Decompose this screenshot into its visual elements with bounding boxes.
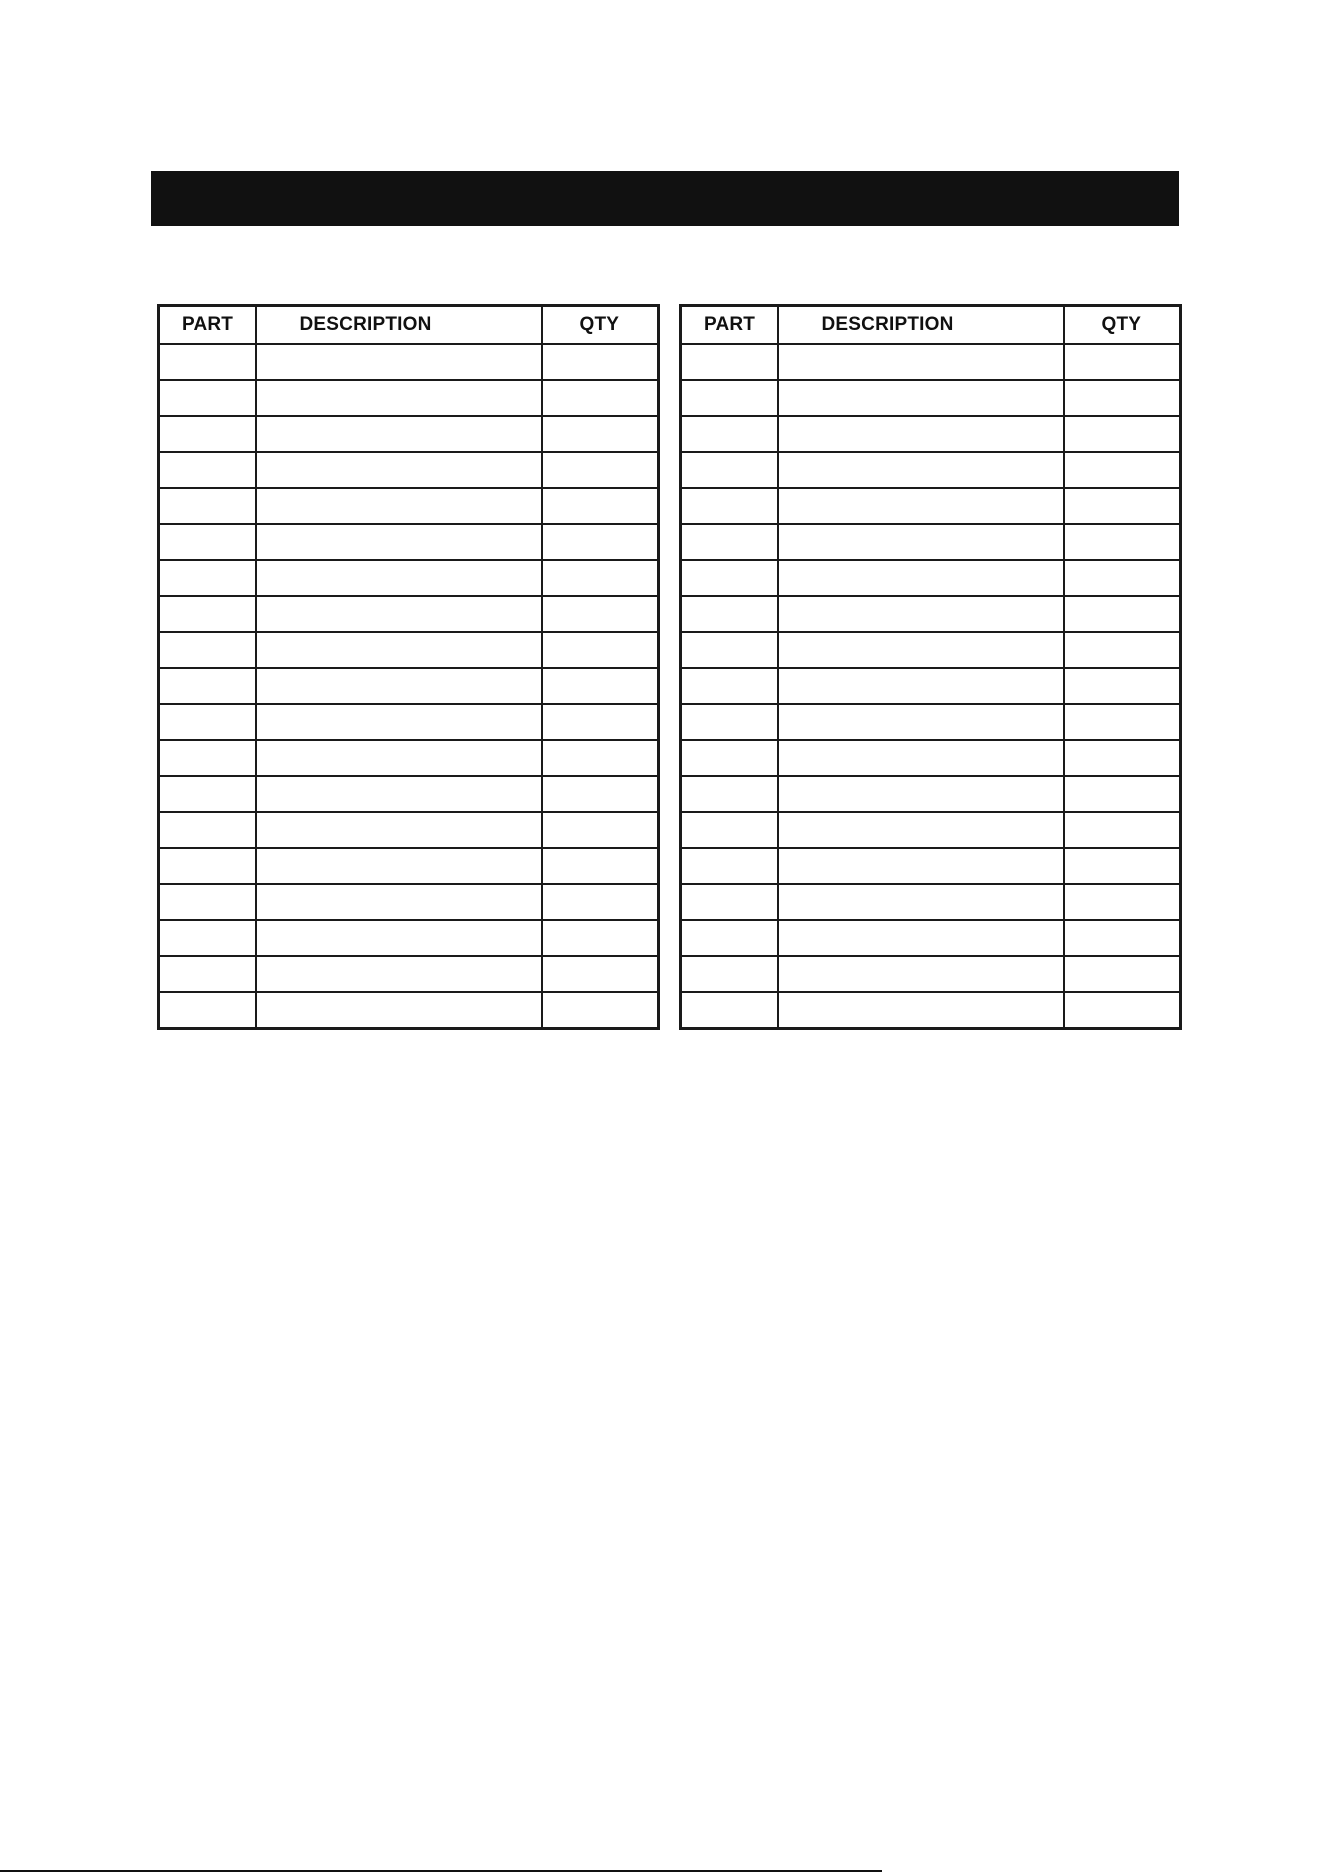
column-header-qty: QTY <box>1064 306 1181 345</box>
table-row <box>159 668 659 704</box>
part-cell <box>681 488 778 524</box>
qty-cell <box>542 632 659 668</box>
qty-cell <box>1064 380 1181 416</box>
description-cell <box>256 956 542 992</box>
column-header-description: DESCRIPTION <box>256 306 542 345</box>
qty-cell <box>1064 452 1181 488</box>
table-row <box>159 344 659 380</box>
part-cell <box>681 380 778 416</box>
description-cell <box>778 776 1064 812</box>
part-cell <box>681 776 778 812</box>
qty-cell <box>542 704 659 740</box>
table-row <box>681 380 1181 416</box>
qty-cell <box>1064 632 1181 668</box>
table-row <box>681 956 1181 992</box>
part-cell <box>159 776 256 812</box>
part-cell <box>681 344 778 380</box>
table-row <box>681 920 1181 956</box>
part-cell <box>159 596 256 632</box>
table-row <box>159 524 659 560</box>
description-cell <box>778 488 1064 524</box>
description-cell <box>778 704 1064 740</box>
description-cell <box>778 920 1064 956</box>
parts-table-right <box>679 304 1182 1030</box>
description-cell <box>256 992 542 1029</box>
part-cell <box>159 488 256 524</box>
description-cell <box>256 560 542 596</box>
qty-cell <box>1064 668 1181 704</box>
table-row <box>159 884 659 920</box>
part-cell <box>159 956 256 992</box>
table-row <box>159 740 659 776</box>
qty-cell <box>542 344 659 380</box>
qty-cell <box>542 380 659 416</box>
description-cell <box>256 704 542 740</box>
table-row <box>159 776 659 812</box>
part-cell <box>681 956 778 992</box>
table-row <box>681 524 1181 560</box>
part-cell <box>159 452 256 488</box>
qty-cell <box>542 596 659 632</box>
qty-cell <box>1064 740 1181 776</box>
description-cell <box>256 524 542 560</box>
description-cell <box>256 380 542 416</box>
part-cell <box>681 920 778 956</box>
description-cell <box>778 992 1064 1029</box>
description-cell <box>778 884 1064 920</box>
description-cell <box>256 668 542 704</box>
qty-cell <box>1064 524 1181 560</box>
qty-cell <box>1064 884 1181 920</box>
description-cell <box>778 452 1064 488</box>
table-row <box>681 488 1181 524</box>
table-row <box>159 956 659 992</box>
part-cell <box>681 740 778 776</box>
description-cell <box>256 740 542 776</box>
part-cell <box>159 920 256 956</box>
qty-cell <box>542 416 659 452</box>
description-cell <box>256 920 542 956</box>
column-header-qty: QTY <box>542 306 659 345</box>
table-row <box>159 452 659 488</box>
table-row <box>159 488 659 524</box>
part-cell <box>159 416 256 452</box>
table-row <box>681 884 1181 920</box>
part-cell <box>159 848 256 884</box>
table-row <box>681 632 1181 668</box>
qty-cell <box>542 812 659 848</box>
part-cell <box>681 596 778 632</box>
description-cell <box>778 416 1064 452</box>
description-cell <box>256 884 542 920</box>
table-header-row <box>681 306 1181 345</box>
description-cell <box>778 740 1064 776</box>
part-cell <box>681 704 778 740</box>
qty-cell <box>1064 704 1181 740</box>
table-row <box>159 920 659 956</box>
part-cell <box>681 812 778 848</box>
description-cell <box>778 560 1064 596</box>
table-row <box>159 560 659 596</box>
table-row <box>681 812 1181 848</box>
description-cell <box>778 812 1064 848</box>
qty-cell <box>542 452 659 488</box>
description-cell <box>256 416 542 452</box>
table-row <box>159 812 659 848</box>
table-body <box>681 344 1181 1029</box>
qty-cell <box>542 560 659 596</box>
table-header-row <box>159 306 659 345</box>
part-cell <box>159 632 256 668</box>
qty-cell <box>1064 920 1181 956</box>
qty-cell <box>1064 596 1181 632</box>
description-cell <box>778 956 1064 992</box>
part-cell <box>681 884 778 920</box>
qty-cell <box>542 884 659 920</box>
table-row <box>681 416 1181 452</box>
part-cell <box>159 812 256 848</box>
table-body <box>159 344 659 1029</box>
table-row <box>681 848 1181 884</box>
part-cell <box>681 452 778 488</box>
description-cell <box>778 524 1064 560</box>
part-cell <box>681 524 778 560</box>
table-row <box>681 776 1181 812</box>
qty-cell <box>1064 848 1181 884</box>
description-cell <box>256 812 542 848</box>
table-row <box>159 704 659 740</box>
part-cell <box>159 524 256 560</box>
column-header-part: PART <box>159 306 256 345</box>
part-cell <box>159 344 256 380</box>
qty-cell <box>1064 560 1181 596</box>
qty-cell <box>542 740 659 776</box>
description-cell <box>256 344 542 380</box>
qty-cell <box>1064 776 1181 812</box>
qty-cell <box>542 776 659 812</box>
description-cell <box>256 452 542 488</box>
qty-cell <box>1064 416 1181 452</box>
part-cell <box>681 560 778 596</box>
part-cell <box>159 560 256 596</box>
table-row <box>159 632 659 668</box>
parts-table-left <box>157 304 660 1030</box>
part-cell <box>681 668 778 704</box>
qty-cell <box>542 992 659 1029</box>
qty-cell <box>1064 344 1181 380</box>
part-cell <box>159 380 256 416</box>
table-row <box>681 740 1181 776</box>
table-row <box>681 560 1181 596</box>
table-row <box>159 992 659 1029</box>
description-cell <box>256 596 542 632</box>
part-cell <box>159 704 256 740</box>
table-row <box>681 596 1181 632</box>
qty-cell <box>542 488 659 524</box>
table-row <box>159 416 659 452</box>
part-cell <box>159 740 256 776</box>
part-cell <box>159 884 256 920</box>
description-cell <box>778 596 1064 632</box>
table-row <box>681 704 1181 740</box>
table-row <box>159 596 659 632</box>
qty-cell <box>1064 488 1181 524</box>
description-cell <box>778 632 1064 668</box>
part-cell <box>681 632 778 668</box>
table-row <box>681 992 1181 1029</box>
part-cell <box>681 848 778 884</box>
description-cell <box>256 632 542 668</box>
qty-cell <box>542 956 659 992</box>
column-header-part: PART <box>681 306 778 345</box>
description-cell <box>778 848 1064 884</box>
description-cell <box>256 848 542 884</box>
qty-cell <box>542 920 659 956</box>
column-header-description: DESCRIPTION <box>778 306 1064 345</box>
table-row <box>159 848 659 884</box>
part-cell <box>681 992 778 1029</box>
table-row <box>681 668 1181 704</box>
qty-cell <box>1064 812 1181 848</box>
description-cell <box>256 488 542 524</box>
description-cell <box>778 344 1064 380</box>
table-row <box>681 344 1181 380</box>
table-row <box>159 380 659 416</box>
qty-cell <box>542 668 659 704</box>
qty-cell <box>1064 956 1181 992</box>
qty-cell <box>1064 992 1181 1029</box>
table-row <box>681 452 1181 488</box>
description-cell <box>778 668 1064 704</box>
section-title-bar <box>151 171 1179 226</box>
part-cell <box>681 416 778 452</box>
part-cell <box>159 992 256 1029</box>
qty-cell <box>542 848 659 884</box>
qty-cell <box>542 524 659 560</box>
part-cell <box>159 668 256 704</box>
description-cell <box>256 776 542 812</box>
description-cell <box>778 380 1064 416</box>
